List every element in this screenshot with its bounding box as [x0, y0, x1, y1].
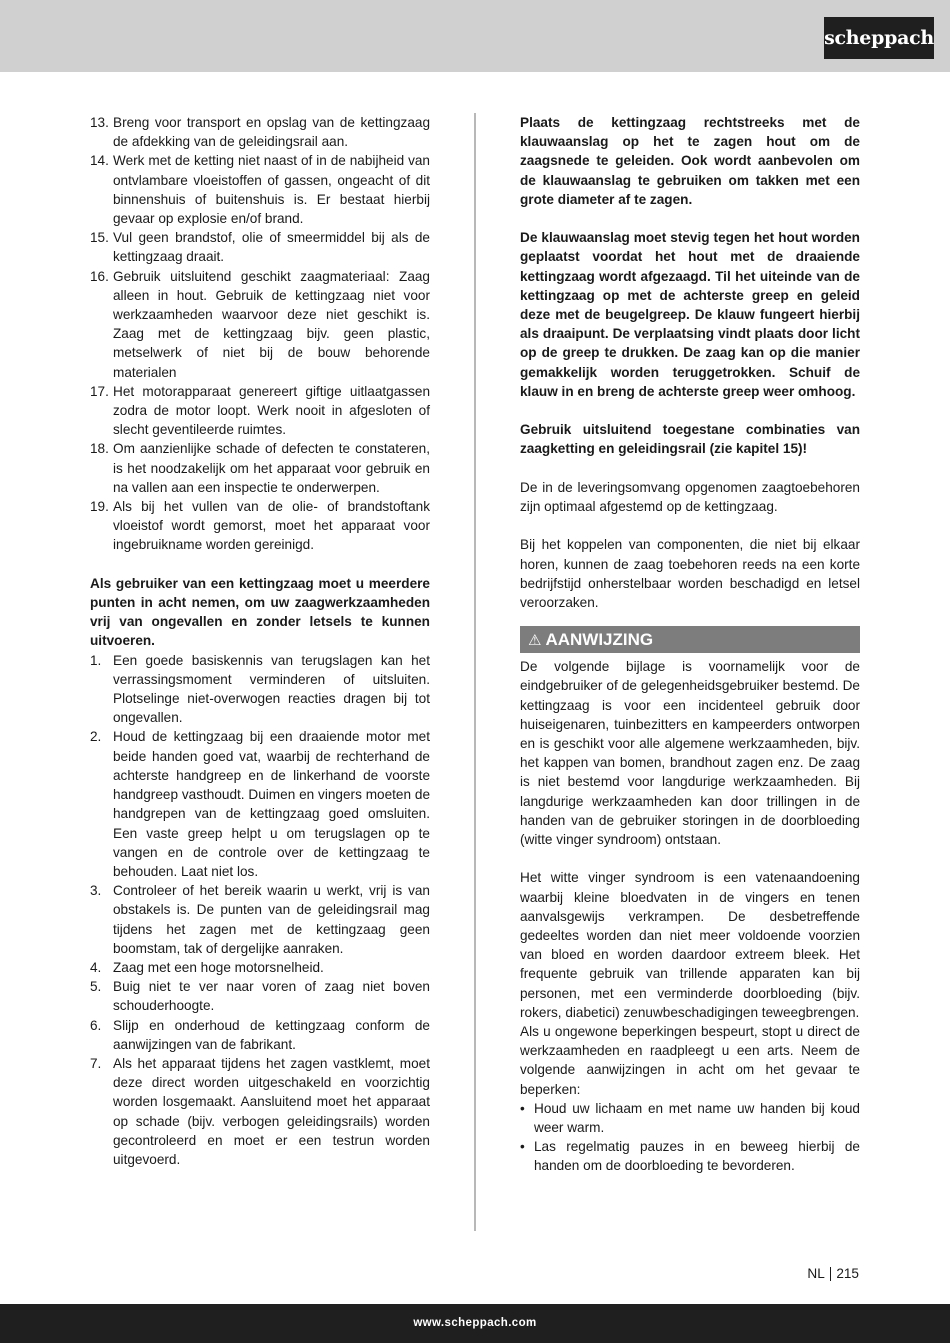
list-item: 5. Buig niet te ver naar voren of zaag niet boven schouderhoogte.: [90, 979, 430, 1014]
list-item: 19. Als bij het vullen van de olie- of brandstoftank vloeistof wordt gemorst, moet het apparaat voor ingebruikname worden gereinigd.: [90, 499, 430, 553]
paragraph: Als u ongewone beperkingen bespeurt, stopt u direct de werkzaamheden en raadpleegt u een arts. Neem de volgende aanwijzingen in acht om het gevaar te beperken:: [520, 1024, 860, 1097]
list-item: 2. Houd de kettingzaag bij een draaiende motor met beide handen goed vat, waarbij de rechterhand de achterste handgreep en de linkerhand de voorste handgreep vasthoudt. Duimen en vingers moeten de handgrepen van de kettingzaag goed omsluiten. Een vaste greep helpt u om terugslagen op te vangen en de controle over de kettingzaag te behouden. Laat niet los.: [90, 729, 430, 879]
list-item: 6. Slijp en onderhoud de kettingzaag conform de aanwijzingen van de fabrikant.: [90, 1017, 430, 1052]
list-item: 4. Zaag met een hoge motorsnelheid.: [90, 959, 324, 975]
bold-paragraph: Plaats de kettingzaag rechtstreeks met de klauwaanslag op het te zagen hout om de zaagsnede te geleiden. Ook wordt aanbevolen om de klauwaanslag te gebruiken om takken met een grote diameter af te zagen.: [520, 115, 860, 207]
paragraph: De in de leveringsomvang opgenomen zaagtoebehoren zijn optimaal afgestemd op de kettingzaag.: [520, 479, 860, 515]
list-item: 1. Een goede basiskennis van terugslagen kan het verrassingsmoment verminderen of uitsluiten. Plotselinge niet-overwogen reacties dragen bij tot ongevallen.: [90, 652, 430, 726]
intro-paragraph: Als gebruiker van een kettingzaag moet u meerdere punten in acht nemen, om uw zaagwerkzaamheden vrij van ongevallen en zonder letsels te kunnen uitvoeren.: [90, 575, 430, 649]
warning-icon: ⚠: [528, 631, 542, 650]
list-item: 14. Werk met de ketting niet naast of in de nabijheid van ontvlambare vloeistoffen of gassen, ongeacht of dit binnenshuis of buitenshuis is. Er bestaat hierbij gevaar op explosie en/of brand.: [90, 153, 430, 227]
right-column: [520, 113, 860, 1176]
page-number: [807, 1265, 859, 1283]
list-item: 7. Als het apparaat tijdens het zagen vastklemt, moet deze direct worden uitgeschakeld en voorzichtig worden losgemaakt. Aansluitend moet het apparaat op schade (bijv. verbogen geleidingsrails) worden gecontroleerd en moet er een testrun worden uitgevoerd.: [90, 1055, 430, 1167]
footer-url[interactable]: www.scheppach.com: [413, 1317, 537, 1329]
left-column: [90, 113, 430, 1169]
notice-title: AANWIJZING: [545, 630, 654, 650]
logo-text: scheppach: [824, 27, 934, 49]
bold-paragraph: De klauwaanslag moet stevig tegen het hout worden geplaatst voordat het hout met de draaiende kettingzaag wordt afgezaagd. Til het uiteinde van de kettingzaag op met de achterste greep en geleid deze met de beugelgreep. De klauw fungeert hierbij als draaipunt. De verplaatsing vindt plaats door licht op de greep te drukken. De zaag kan op die manier gemakkelijk worden teruggetrokken. Schuif de klauw in en breng de achterste greep weer omhoog.: [520, 230, 860, 399]
list-item: 16. Gebruik uitsluitend geschikt zaagmateriaal: Zaag alleen in hout. Gebruik de kettingzaag niet voor werkzaamheden waarvoor deze niet geschikt is. Zaag met de kettingzaag bijv. geen plastic, metselwerk of niet bij de bouw behorende materialen: [90, 268, 430, 380]
bullet-icon: •: [520, 1139, 525, 1155]
bullet-icon: •: [520, 1100, 525, 1116]
footer-bar: [0, 1304, 950, 1343]
list-item: 17. Het motorapparaat genereert giftige uitlaatgassen zodra de motor loopt. Werk nooit in afgesloten of slecht geventileerde ruimtes.: [90, 383, 430, 438]
separator: [830, 1267, 832, 1281]
list-item: 13. Breng voor transport en opslag van de kettingzaag de afdekking van de geleidingsrail aan.: [90, 115, 430, 150]
notice-banner: [520, 626, 860, 653]
header-bar: [0, 0, 950, 72]
brand-logo: [824, 17, 934, 59]
list-item: 18. Om aanzienlijke schade of defecten te constateren, is het noodzakelijk om het apparaat voor gebruik en na vallen aan een inspectie te onderwerpen.: [90, 441, 430, 495]
bullet-item: • Las regelmatig pauzes in en beweeg hierbij de handen om de doorbloeding te bevorderen.: [520, 1137, 860, 1175]
bullet-item: • Houd uw lichaam en met name uw handen bij koud weer warm.: [520, 1099, 860, 1137]
column-divider: [474, 113, 476, 1231]
page-number-value: 215: [836, 1266, 859, 1281]
paragraph: De volgende bijlage is voornamelijk voor de eindgebruiker of de gelegenheidsgebruiker bestemd. De kettingzaag is voor een incidenteel gebruik door huiseigenaren, tuinbezitters en kampeerders ontworpen en is geschikt voor alle algemene werkzaamheden, bijv. het kappen van bomen, brandhout zagen enz. De zaag is niet bestemd voor langdurige werkzaamheden. Bij langdurige werkzaamheden kan door trillingen in de handen van de gebruiker storingen in de doorbloeding (witte vinger syndroom) ontstaan.: [520, 659, 860, 848]
paragraph: Bij het koppelen van componenten, die niet bij elkaar horen, kunnen de zaag toebehoren reeds na een korte bedrijfstijd onherstelbaar worden beschadigd en letsel veroorzaken.: [520, 537, 860, 611]
language-code: NL: [807, 1266, 825, 1281]
bold-paragraph: Gebruik uitsluitend toegestane combinaties van zaagketting en geleidingsrail (zie kapitel 15)!: [520, 422, 860, 457]
paragraph: Het witte vinger syndroom is een vatenaandoening waarbij kleine bloedvaten in de vingers en tenen aanvalsgewijs verkrampen. De desbetreffende gedeeltes worden dan niet meer voldoende voorzien van bloed en worden daardoor extreem bleek. Het frequente gebruik van trillende apparaten kan bij personen, met een verminderde doorbloeding (bijv. rokers, diabetici) zenuwbeschadigingen teweegbrengen.: [520, 870, 860, 1020]
list-item: 3. Controleer of het bereik waarin u werkt, vrij is van obstakels is. De punten van de geleidingsrail mag tijdens het zagen met de kettingzaag geen boomstam, tak of dergelijke aanraken.: [90, 883, 430, 956]
list-item: 15. Vul geen brandstof, olie of smeermiddel bij als de kettingzaag draait.: [90, 230, 430, 265]
